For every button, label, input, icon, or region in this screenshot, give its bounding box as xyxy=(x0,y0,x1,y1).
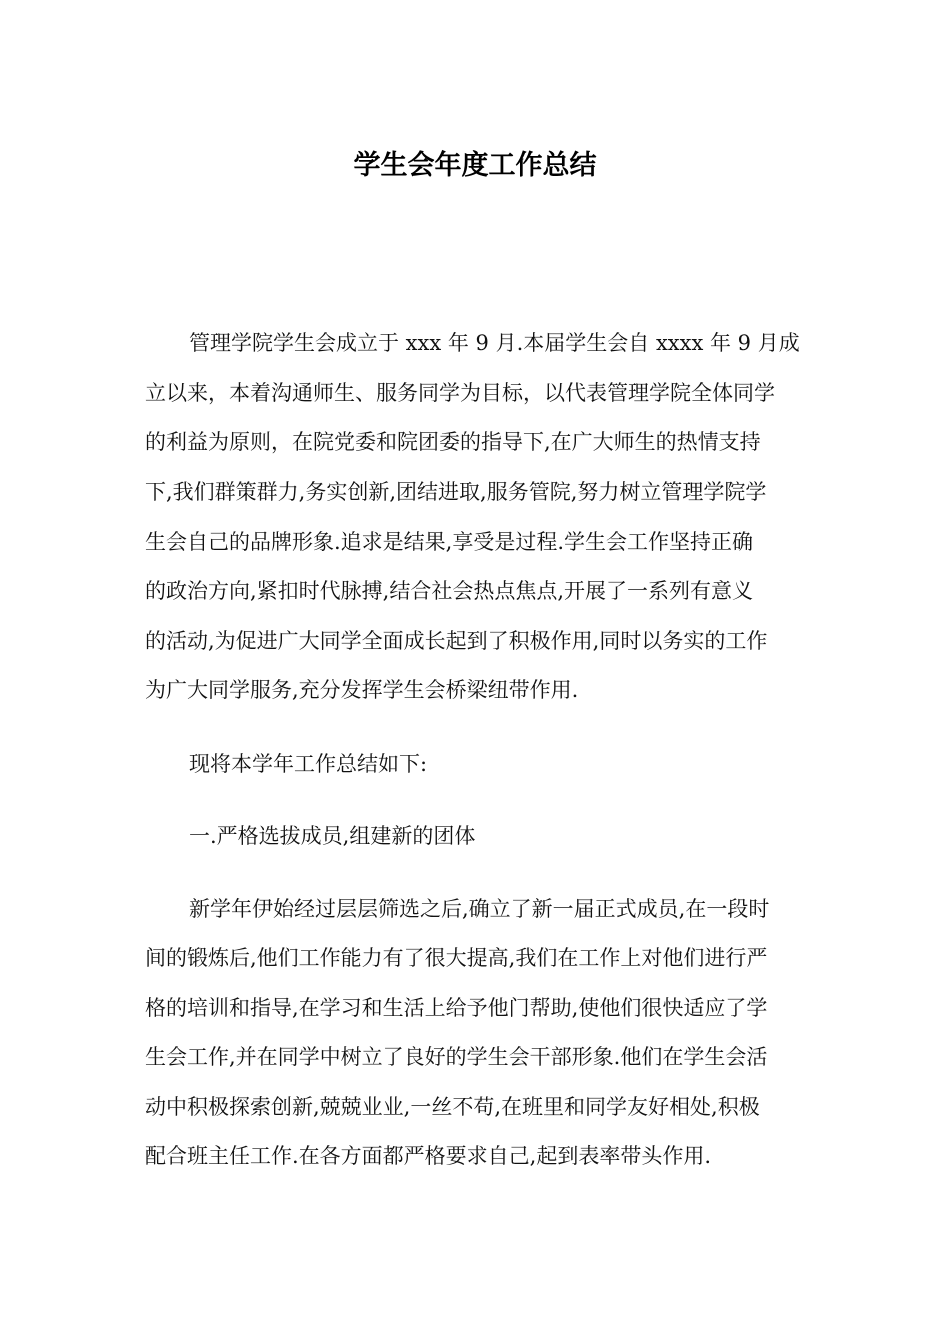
text-line: 下,我们群策群力,务实创新,团结进取,服务管院,努力树立管理学院学 xyxy=(145,480,767,504)
text-line: 的活动,为促进广大同学全面成长起到了积极作用,同时以务实的工作 xyxy=(145,629,768,653)
text-line: 生会工作,并在同学中树立了良好的学生会干部形象.他们在学生会活 xyxy=(145,1045,768,1069)
text-line: 为广大同学服务,充分发挥学生会桥梁纽带作用. xyxy=(145,678,579,702)
text-line: 现将本学年工作总结如下: xyxy=(189,752,428,776)
text-line: 格的培训和指导,在学习和生活上给予他门帮助,使他们很快适应了学 xyxy=(145,996,768,1020)
text-line: 动中积极探索创新,兢兢业业,一丝不苟,在班里和同学友好相处,积极 xyxy=(145,1095,760,1119)
text-line: 管理学院学生会成立于 xxx 年 9 月.本届学生会自 xxxx 年 9 月成 xyxy=(189,331,800,355)
text-line: 间的锻炼后,他们工作能力有了很大提高,我们在工作上对他们进行严 xyxy=(145,946,768,970)
text-line: 一.严格选拔成员,组建新的团体 xyxy=(189,824,476,848)
text-line: 立以来，本着沟通师生、服务同学为目标，以代表管理学院全体同学 xyxy=(145,381,775,405)
text-line: 新学年伊始经过层层筛选之后,确立了新一届正式成员,在一段时 xyxy=(189,897,770,921)
text-line: 的利益为原则，在院党委和院团委的指导下,在广大师生的热情支持 xyxy=(145,430,761,454)
document-title: 学生会年度工作总结 xyxy=(353,150,597,181)
text-line: 配合班主任工作.在各方面都严格要求自己,起到表率带头作用. xyxy=(145,1144,712,1168)
text-line: 的政治方向,紧扣时代脉搏,结合社会热点焦点,开展了一系列有意义 xyxy=(145,579,754,603)
text-line: 生会自己的品牌形象.追求是结果,享受是过程.学生会工作坚持正确 xyxy=(145,530,754,554)
